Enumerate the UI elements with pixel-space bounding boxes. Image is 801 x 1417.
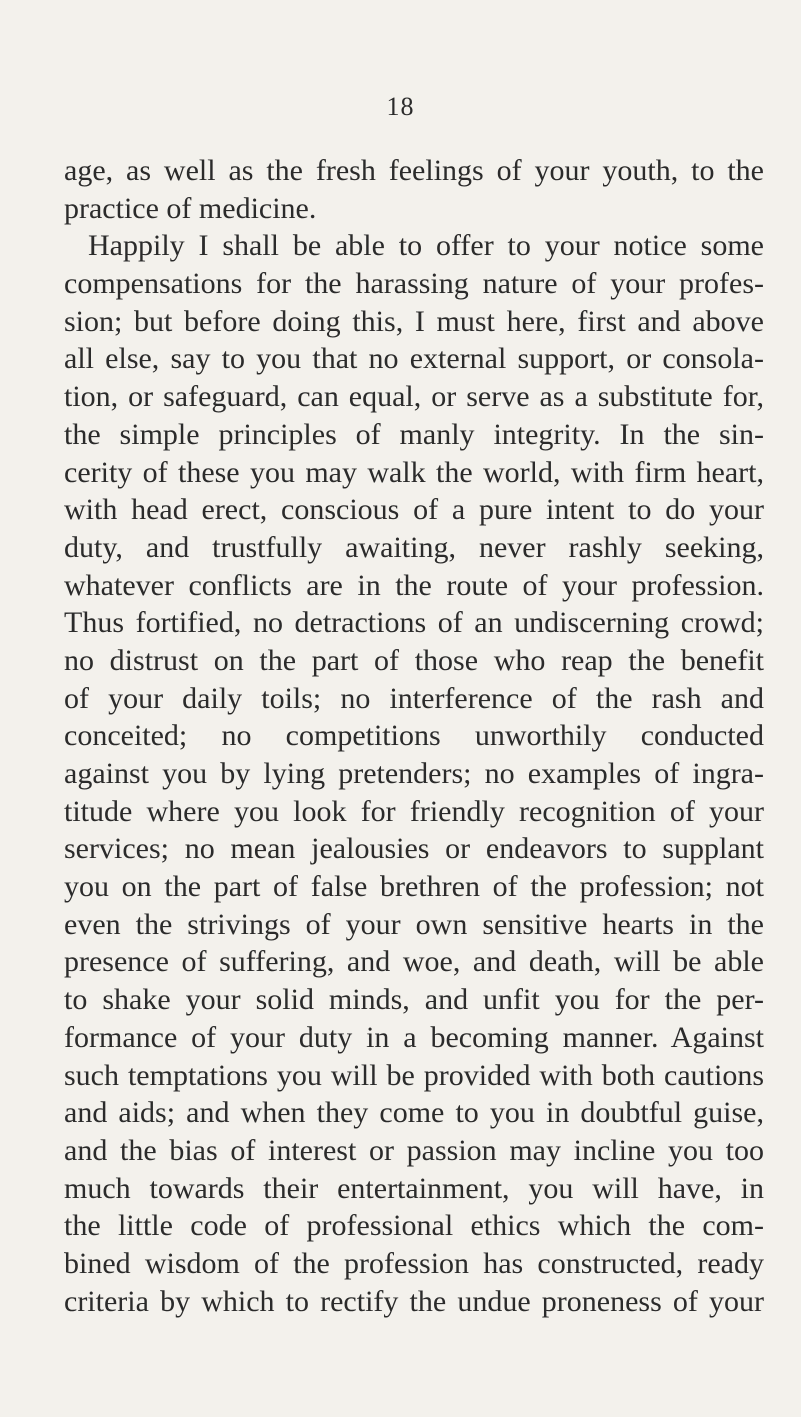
text-line: against you by lying pretenders; no examples of ingra- (64, 757, 764, 790)
text-line: criteria by which to rectify the undue proneness of your (64, 1284, 764, 1318)
text-line: such temptations you will be provided with both cautions (64, 1058, 764, 1092)
text-line: conceited; no competitions unworthily conducted (64, 719, 764, 753)
text-line: the little code of professional ethics which the com- (64, 1209, 764, 1243)
text-line: titude where you look for friendly recognition of your (64, 794, 764, 828)
text-line: and aids; and when they come to you in doubtful guise, (64, 1096, 764, 1130)
text-line: Happily I shall be able to offer to your notice some (88, 229, 764, 263)
text-line: all else, say to you that no external support, or consola- (64, 342, 764, 376)
text-line: presence of suffering, and woe, and death, will be able (64, 945, 764, 979)
text-line: compensations for the harassing nature of your profes- (64, 267, 764, 301)
page-number: 18 (386, 92, 415, 121)
text-line: the simple principles of manly integrity. In the sin- (64, 417, 764, 451)
text-line: duty, and trustfully awaiting, never rashly seeking, (64, 530, 764, 564)
body-text (64, 152, 764, 1320)
text-line: and the bias of interest or passion may incline you too (64, 1133, 764, 1167)
text-line: practice of medicine. (64, 191, 317, 225)
text-line: you on the part of false brethren of the profession; not (64, 870, 764, 904)
text-line: much towards their entertainment, you will have, in (64, 1171, 764, 1205)
text-line: formance of your duty in a becoming manner. Against (64, 1020, 764, 1054)
text-line: with head erect, conscious of a pure intent to do your (64, 493, 764, 527)
text-line: cerity of these you may walk the world, with firm heart, (64, 455, 764, 489)
text-line: to shake your solid minds, and unfit you for the per- (64, 983, 764, 1017)
text-line: no distrust on the part of those who reap the benefit (64, 643, 764, 677)
text-line: services; no mean jealousies or endeavors to supplant (64, 832, 764, 866)
text-line: Thus fortified, no detractions of an undiscerning crowd; (64, 606, 764, 640)
text-line: tion, or safeguard, can equal, or serve as a substitute for, (64, 380, 764, 414)
text-line: sion; but before doing this, I must here, first and above (64, 304, 764, 338)
text-line: bined wisdom of the profession has constructed, ready (64, 1246, 764, 1280)
text-line: whatever conflicts are in the route of your profession. (64, 568, 764, 602)
text-line: even the strivings of your own sensitive hearts in the (64, 907, 764, 941)
text-line: of your daily toils; no interference of the rash and (64, 681, 764, 715)
text-line: age, as well as the fresh feelings of your youth, to the (64, 154, 764, 187)
